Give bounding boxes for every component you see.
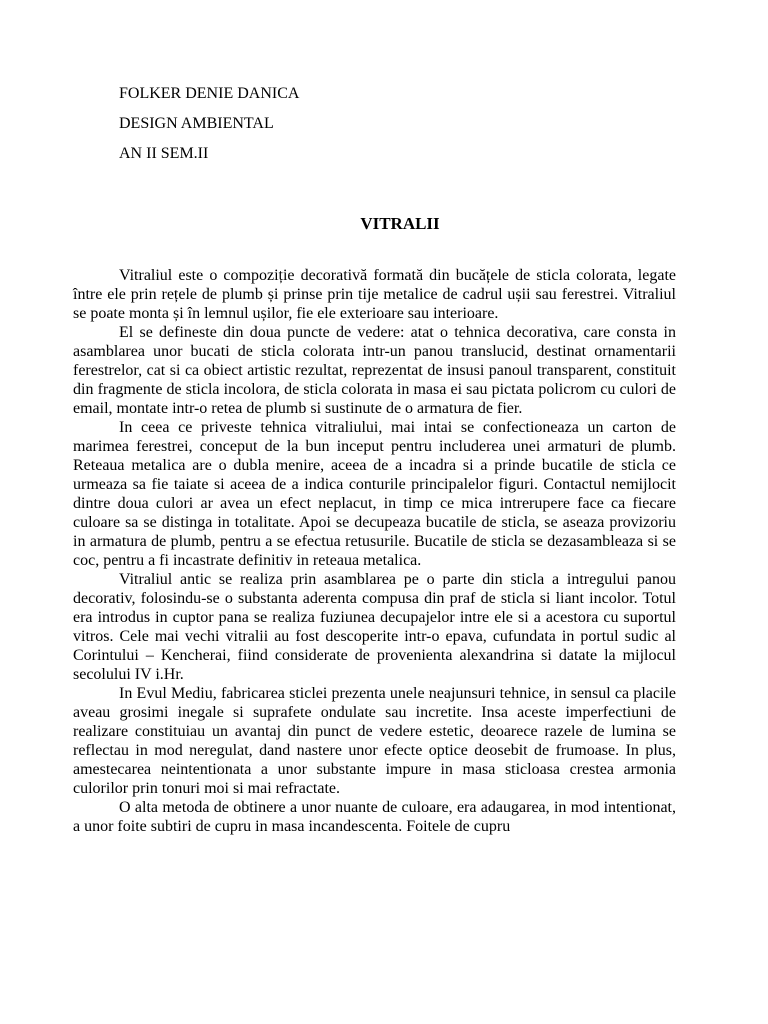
document-header [119, 86, 299, 176]
paragraph-6: O alta metoda de obtinere a unor nuante de culoare, era adaugarea, in mod intentionat, a unor foite subtiri de cupru in masa incandescenta. Foitele de cupru [73, 799, 676, 835]
paragraph-5: In Evul Mediu, fabricarea sticlei prezenta unele neajunsuri tehnice, in sensul ca placile aveau grosimi inegale si suprafete ondulate sau incretite. Insa aceste imperfectiuni de realizare constituiau un avantaj din punct de vedere estetic, deoarece razele de lumina se reflectau in mod neregulat, dand nastere unor efecte optice deosebit de frumoase. In plus, amestecarea neintentionata a unor substante impure in masa sticloasa crestea armonia culorilor prin tonuri moi si mai refractate. [73, 685, 676, 797]
paragraph-1: Vitraliul este o compoziție decorativă formată din bucățele de sticla colorata, legate între ele prin rețele de plumb și prinse prin tije metalice de cadrul ușii sau ferestrei. Vitraliul se poate monta și în lemnul ușilor, fie ele exterioare sau interioare. [73, 267, 676, 322]
paragraph-4: Vitraliul antic se realiza prin asamblarea pe o parte din sticla a intregului panou decorativ, folosindu-se o substanta aderenta compusa din praf de sticla si liant incolor. Totul era introdus in cuptor pana se realiza fuziunea decupajelor intre ele si a acestora cu suportul vitros. Cele mai vechi vitralii au fost descoperite intr-o epava, cufundata in portul sudic al Corintului – Kencherai, fiind considerate de provenienta alexandrina si datate la mijlocul secolului IV i.Hr. [73, 571, 676, 683]
author-name: FOLKER DENIE DANICA [119, 85, 300, 102]
program-name: DESIGN AMBIENTAL [119, 115, 274, 132]
year-semester: AN II SEM.II [119, 145, 209, 162]
document-body [73, 266, 676, 836]
paragraph-3: In ceea ce priveste tehnica vitraliului, mai intai se confectioneaza un carton de marimea ferestrei, conceput de la bun inceput pentru includerea unei armaturi de plumb. Reteaua metalica are o dubla menire, aceea de a incadra si a prinde bucatile de sticla ce urmeaza sa fie taiate si aceea de a indica conturile principalelor figuri. Contactul nemijlocit dintre doua culori ar avea un efect neplacut, in timp ce mica intrerupere face ca fiecare culoare sa se distinga in totalitate. Apoi se decupeaza bucatile de sticla, se aseaza provizoriu in armatura de plumb, pentru a se efectua retusurile. Bucatile de sticla se dezasambleaza si se coc, pentru a fi incastrate definitiv in reteaua metalica. [73, 419, 676, 569]
document-title: VITRALII [360, 214, 440, 233]
paragraph-2: El se defineste din doua puncte de vedere: atat o tehnica decorativa, care consta in asamblarea unor bucati de sticla colorata intr-un panou translucid, destinat ornamentarii ferestrelor, cat si ca obiect artistic rezultat, reprezentat de insusi panoul transparent, constituit din fragmente de sticla incolora, de sticla colorata in masa ei sau pictata policrom cu culori de email, montate intr-o retea de plumb si sustinute de o armatura de fier. [73, 324, 676, 417]
